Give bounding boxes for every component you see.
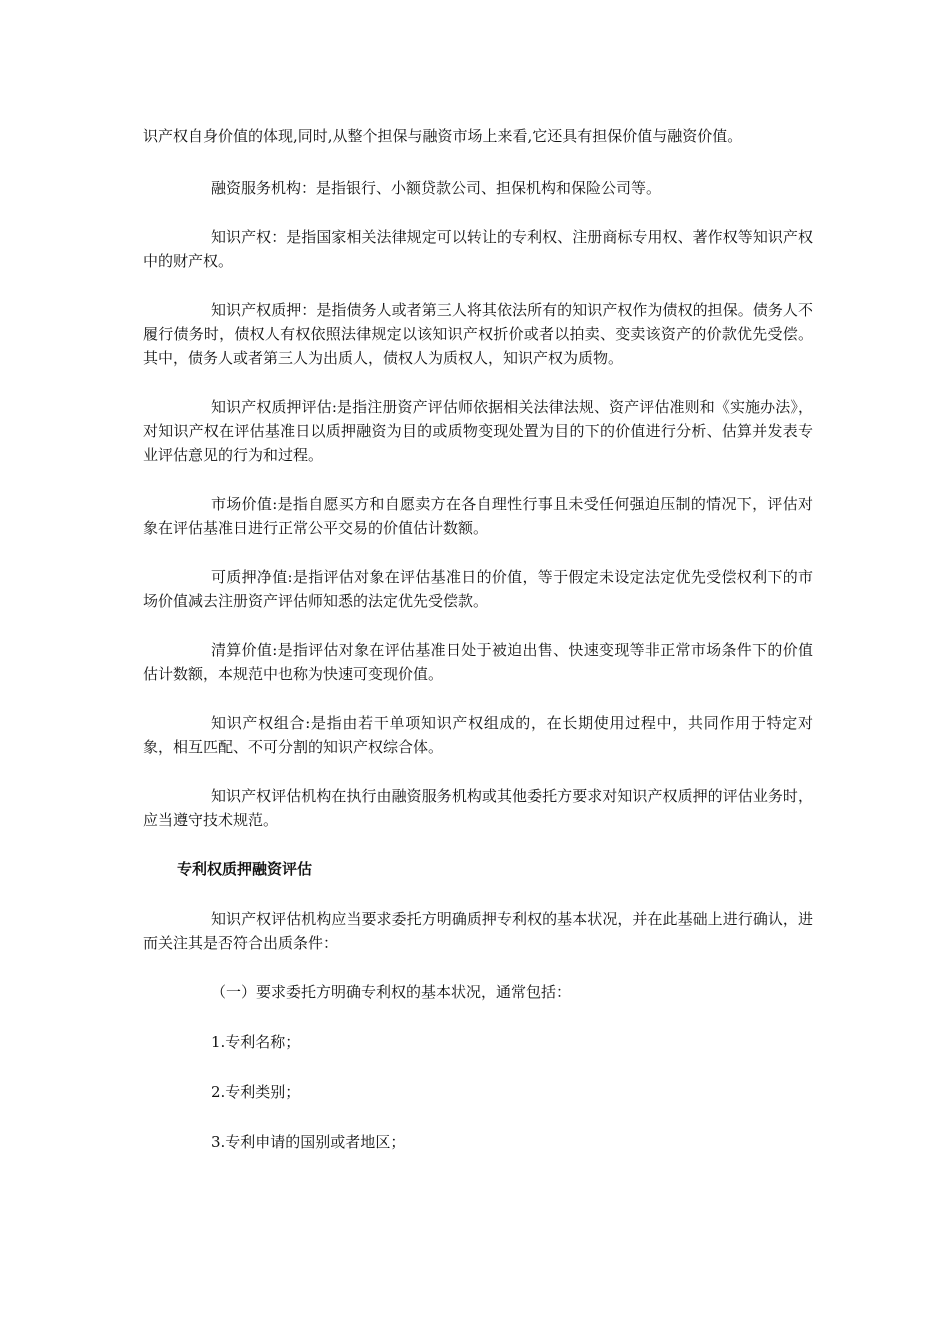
paragraph-compliance: 知识产权评估机构在执行由融资服务机构或其他委托方要求对知识产权质押的评估业务时，应当遵守技术规范。	[143, 787, 813, 829]
definition-intellectual-property: 知识产权：是指国家相关法律规定可以转让的专利权、注册商标专用权、著作权等知识产权中的财产权。	[143, 228, 813, 270]
list-item: 1.专利名称；	[211, 1033, 301, 1051]
definition-ip-pledge: 知识产权质押：是指债务人或者第三人将其依法所有的知识产权作为债权的担保。债务人不履行债务时，债权人有权依照法律规定以该知识产权折价或者以拍卖、变卖该资产的价款优先受偿。其中，债务人或者第三人为出质人，债权人为质权人，知识产权为质物。	[143, 301, 813, 367]
document-page	[143, 124, 813, 1180]
continuation-paragraph: 识产权自身价值的体现,同时,从整个担保与融资市场上来看,它还具有担保价值与融资价值。	[143, 127, 743, 145]
subsection-title: （一）要求委托方明确专利权的基本状况，通常包括：	[211, 983, 572, 1001]
definition-liquidation-value: 清算价值:是指评估对象在评估基准日处于被迫出售、快速变现等非正常市场条件下的价值估计数额，本规范中也称为快速可变现价值。	[143, 641, 813, 683]
definition-ip-pledge-valuation: 知识产权质押评估:是指注册资产评估师依据相关法律法规、资产评估准则和《实施办法》，对知识产权在评估基准日以质押融资为目的或质物变现处置为目的下的价值进行分析、估算并发表专业评估意见的行为和过程。	[143, 398, 813, 464]
section-intro-paragraph: 知识产权评估机构应当要求委托方明确质押专利权的基本状况，并在此基础上进行确认，进而关注其是否符合出质条件：	[143, 910, 813, 952]
definition-market-value: 市场价值:是指自愿买方和自愿卖方在各自理性行事且未受任何强迫压制的情况下，评估对象在评估基准日进行正常公平交易的价值估计数额。	[143, 495, 813, 537]
list-item: 3.专利申请的国别或者地区；	[211, 1133, 406, 1151]
definition-pledgeable-net-value: 可质押净值:是指评估对象在评估基准日的价值，等于假定未设定法定优先受偿权利下的市场价值减去注册资产评估师知悉的法定优先受偿款。	[143, 568, 813, 610]
definition-financing-institution: 融资服务机构：是指银行、小额贷款公司、担保机构和保险公司等。	[211, 179, 662, 197]
definition-ip-portfolio: 知识产权组合:是指由若干单项知识产权组成的，在长期使用过程中，共同作用于特定对象，相互匹配、不可分割的知识产权综合体。	[143, 714, 813, 756]
list-item: 2.专利类别；	[211, 1083, 301, 1101]
section-heading: 专利权质押融资评估	[177, 860, 313, 878]
